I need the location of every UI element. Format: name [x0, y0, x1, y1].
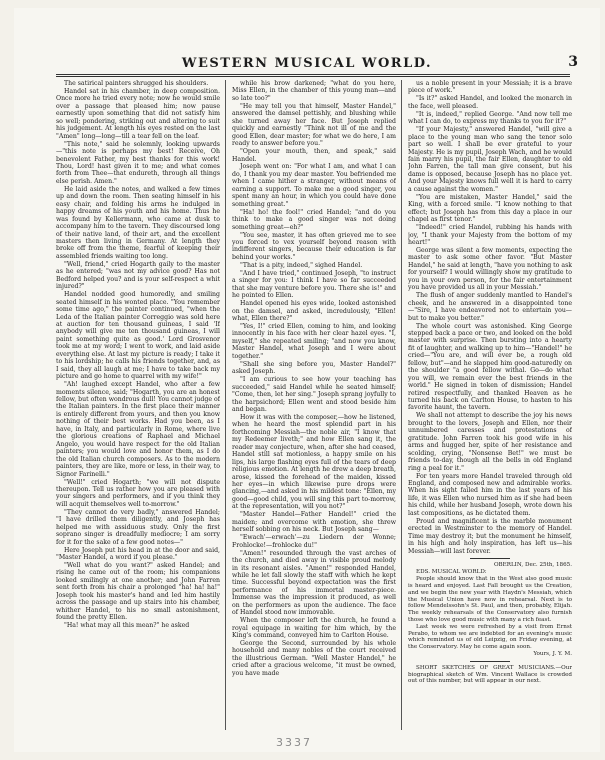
section-divider	[470, 661, 510, 662]
paragraph: "If your Majesty," answered Handel, "will give a place to the young man who sang the tenor solo part so well. I shall be ever grateful to your Majesty. He is my pupil, Joseph Wach, and he would fain marry his pupil, the fair Ellen, daughter to old John Farren, the tall man give consent, but his dame is opposed, because Joseph has no place yet. And your Majesty knows full well it is hard to carry a cause against the women."	[408, 126, 572, 193]
page-title: WESTERN MUSICAL WORLD.	[181, 56, 433, 71]
paragraph: Last week we were refreshed by a visit from Ernst Perabo, to whom we are indebted for an evening's music which reminded us of old Leipzig, on Friday evening, at the Conservatory. May he come again soon.	[408, 623, 572, 650]
paragraph: "That is a pity, indeed," sighed Handel.	[240, 261, 363, 269]
letter-body	[408, 576, 572, 650]
paragraph: "They cannot do very badly," answered Handel; "I have drilled them diligently, and Joseph has helped me with assiduous study. Only the first soprano singer is dreadfully mediocre; I am sorry for it for the sake of a few good notes—"	[56, 508, 220, 546]
paragraph: "Ewach'—erwach'—zu Liedern der Wonne; Frohlocke!—frohlocke du!"	[232, 534, 396, 549]
dateline: OBERLIN, Dec. 25th, 1865.	[493, 562, 572, 569]
paragraph: Handel opened his eyes wide, looked astonished on the damsel, and asked, incredulously, "Ellen! what, Ellen there?"	[232, 300, 396, 323]
paragraph: "Shall she sing before you, Master Handel?" asked Joseph.	[232, 360, 396, 376]
paragraph: For ten years more Handel traveled through old England, and composed new and admirable works. When his sight failed him in the last years of his life, it was Ellen who nursed him as if she had been his child, while her husband Joseph, wrote down his last compositions, as he dictated them.	[408, 472, 572, 517]
page-header	[14, 8, 600, 71]
column-2	[232, 80, 396, 736]
paragraph: "You are mistaken, Master Handel," said the King, with a forced smile. "I know nothing to that effect; but Joseph has from this day a place in our chapel as first tenor."	[408, 193, 572, 224]
letter-signoff: Yours, J. Y. M.	[533, 651, 572, 658]
paragraph: "I am curious to see how your teaching has succeeded," said Handel while he seated himself; "Come, then, let her sing." Joseph sprang joyfully to the harpsichord; Ellen went and stood beside him and began.	[232, 376, 396, 413]
header-rule	[56, 74, 570, 75]
paragraph: "Is it?" asked Handel, and looked the monarch in the face, well pleased.	[408, 95, 572, 110]
story-conclusion	[408, 80, 572, 555]
paragraph: "Well!" cried Hogarth; "we will not dispute thereupon. Tell us rather how you are pleased with your singers and performers, and if you think they will acquit themselves well to-morrow."	[56, 478, 220, 508]
document-page	[14, 8, 600, 752]
paragraph: us a noble present in your Messiah; it is a brave piece of work."	[408, 80, 572, 95]
column-3	[408, 80, 572, 736]
column-divider	[401, 80, 402, 730]
section-divider	[470, 558, 510, 559]
footer-stamp: 3337	[276, 736, 312, 749]
paragraph: When the composer left the church, he found a royal equipage in waiting for him which, by the King's command, conveyed him to Carlton House.	[232, 617, 396, 640]
paragraph: The satirical painters shrugged his shoulders.	[64, 80, 209, 87]
paragraph: Joseph went on: "For what I am, and what I can do, I thank you my dear master. You befriended me when I came hither a stranger, without means of earning a support. To make me a good singer, you spent many an hour, in which you could have done something great."	[232, 163, 396, 208]
paragraph: "Master Handel—Father Handel!" cried the maiden; and overcome with emotion, she threw herself sobbing on his neck. But Joseph sang—	[232, 511, 396, 534]
paragraph: The flush of anger suddenly mantled to Handel's cheek, and he answered in a disappointed tone—"Sire, I have endeavored not to entertain you—but to make you better."	[408, 292, 572, 322]
paragraph: George the Second, surrounded by his whole household and many nobles of the court received the illustrious German. "Well Master Handel," he cried after a gracious welcome, "it must be owned, you have made	[232, 640, 396, 677]
paragraph: The whole court was astonished. King George stepped back a pace or two, and looked on the bold master with surprise. Then bursting into a hearty fit of laughter, and walking up to him—"Handel!" he cried—"You are, and will ever be, a rough old fellow, but"—and he slapped him good-naturedly on the shoulder "a good fellow withal. Go—do what you will, we remain ever the best friends in the world." He signed in token of dismission; Handel retired respectfully, and thanked Heaven as he turned his back on Carlton House, to hasten to his favorite haunt, the tavern.	[408, 322, 572, 412]
paragraph: "And I have tried," continued Joseph, "to instruct a singer for you: I think I have so far succeeded that she may venture before you. There she is!" and he pointed to Ellen.	[232, 269, 396, 300]
paragraph: People should know that in the West also good music is heard and enjoyed. Last Fall brought us the Creation, and we begin the new year with Haydn's Messiah, which the Musical Union have now in rehearsal. Next is to follow Mendelssohn's St. Paul, and then, probably, Elijah. The weekly rehearsals of the Conservatory also furnish those who love good music with many a rich feast.	[408, 576, 572, 623]
paragraph: "Open your mouth, then, and speak," said Handel.	[232, 148, 396, 163]
page-number: 3	[568, 54, 578, 70]
paragraph: "He may tell you that himself, Master Handel," answered the damsel pettishly, and blushing while she turned away her face. But Joseph replied quickly and earnestly "Think not ill of me and the good Ellen, dear master; for what we do here, I am ready to answer before you."	[232, 102, 396, 148]
paragraph: "It is, indeed," replied George. "And now tell me what I can do, to express my thanks to you for it?"	[408, 110, 572, 126]
paragraph: George was silent a few moments, expecting the master to ask some other favor. "But Master Handel," he said at length, "have you nothing to ask for yourself? I would willingly show my gratitude to you in your own person, for the fair entertainment you have provided us all in your Messiah."	[408, 246, 572, 292]
paragraph: Handel sat in his chamber, in deep composition. Once more he tried every note; now he would smile over a passage that pleased him; now pause earnestly upon something that did not satisfy him so well; pondering, striking out and altering to suit his judgement. At length his eyes rested on the last "Amen" long—long—till a tear fell on the leaf.	[56, 87, 220, 140]
paragraph: He laid aside the notes, and walked a few times up and down the room. Then seating himself in his easy chair, and folding his arms he indulged in happy dreams of his youth and his home. Thus he was found by Kellermann, who came at dusk to accompany him to the tavern. They discoursed long of their native land, of their art, and the excellent masters then living in Germany. At length they broke off from the theme, fearful of keeping their assembled friends waiting too long.	[56, 185, 220, 260]
letter-heading: EDS. MUSICAL WORLD:	[416, 569, 487, 576]
paragraph: "Well what do you want?" asked Handel; and rising he came out of the room; his companions looked smilingly at one another; and John Farren sent forth from his chair a prolonged "ha! ha! ha!" Joseph took his master's hand and led him hastily across the passage and up stairs into his chamber, whither Handel, to his no small astonishment, found the pretty Ellen.	[56, 562, 220, 622]
header-rule-double	[56, 76, 570, 77]
paragraph: "Well, friend," cried Hogarth gaily to the master as he entered; "was not my advice good? Has not Bedford helped you? and is your self-respect a whit injured?"	[56, 260, 220, 291]
paragraph: "Amen!" resounded through the vast arches of the church, and died away in visible proud melody in its resonant aisles. "Amen!" responded Handel, while he let fall slowly the staff with which he kept time. Successful beyond expectation was the first performance of his immortal master-piece. Immense was the impression it produced, as well on the performers as upon the audience. The face of Handel stood now immovable.	[232, 549, 396, 617]
paragraph: "Ah! laughed except Handel, who after a few moments silence, said; "Hogarth, you are an honest fellow, but often wondrous dull! You cannot judge of the Italian painters. In the first place their manner is entirely different from yours, and then you know nothing of their best works. Had you been, as I have, in Italy, and particularly in Rome, where live the glorious creations of Raphael and Michael Angelo, you would have respect for the old Italian painters; you would love and honor them, as I do the old Italian church composers. As to the modern painters, they are like, more or less, in their way, to Signor Farinelli."	[56, 381, 220, 478]
column-1	[56, 80, 220, 736]
paragraph: Here Joseph put his head in at the door and said, "Master Handel, a word if you please."	[56, 546, 220, 562]
paragraph: "You see, master, it has often grieved me to see you forced to vex yourself beyond reason with indifferent singers, because their education is far behind your works."	[232, 231, 396, 261]
paragraph: "This note," said he solemnly, looking upwards—"this note is perhaps my best! Receive, Oh benevolent Father, my best thanks for this work! Thou, Lord! hast given it to me; and what comes forth from Thee—that endureth, through all things else perish. Amen."	[56, 140, 220, 185]
paragraph: Handel nodded good humoredly, and smiling seated himself in his wonted place. "You remember some time ago," the painter continued, "when the Leda of the Italian painter Correggio was sold here at auction for ten thousand guineas, I said 'If anybody will give me ten thousand guineas, I will paint something quite as good.' Lord Grosvenor took me at my word; I went to work, and laid aside everything else. At last my picture is ready; I take it to his lordship; he calls his friends together, and, as I said, they all laugh at me; I have to take back my picture and go home to quarrel with my wife!"	[56, 291, 220, 381]
column-divider	[225, 80, 226, 730]
paragraph: Proud and magnificent is the marble monument erected in Westminster to the memory of Handel. Time may destroy it; but the monument he himself, in his high and holy inspiration, has left us—his Messiah—will last forever.	[408, 517, 572, 555]
paragraph: "Indeed!" cried Handel, rubbing his hands with joy, "I thank your Majesty from the bottom of my heart!"	[408, 224, 572, 247]
paragraph: "Yes, I!" cried Ellen, coming to him, and looking innocently in his face with her clear hazel eyes. "I, myself," she repeated smiling; "and now you know, Master Handel, what Joseph and I were about together."	[232, 323, 396, 360]
paragraph: "Ha! what may all this mean?" he asked	[64, 622, 190, 630]
paragraph: "Ha! ho! the fool!" cried Handel; "and do you think to make a good singer was not doing something great—eh?"	[232, 208, 396, 231]
paragraph: while his brow darkened; "what do you here, Miss Ellen, in the chamber of this young man—and so late too?"	[232, 80, 396, 102]
paragraph: How it was with the composer,—how he listened, when he heard the most splendid part in his forthcoming Messiah—the noble air, "I know that my Redeemer liveth;" and how Ellen sang it, the reader may conjecture, when, after she had ceased, Handel still sat motionless, a happy smile on his lips, his large flashing eyes full of the tears of deep religious emotion. At length he drew a deep breath, arose, kissed the forehead of the maiden, kissed her eyes—in which likewise pure drops were glancing,—and asked in his mildest tone: "Ellen, my good—good child, you will sing this part to-morrow, at the representation, will you not?"	[232, 413, 396, 511]
paragraph: We shall not attempt to describe the joy his news brought to the lovers, Joseph and Ellen, nor their unnumbered caresses and protestations of gratitude. John Farren took his good wife in his arms and hugged her, spite of her resistance and scolding, crying, "Nonsense Bet!" we must be friends to-day, though all the bells in old England ring a peal for it."	[408, 412, 572, 472]
notice: SHORT SKETCHES OF GREAT MUSICIANS.—Our biographical sketch of Wm. Vincent Wallace is crowded out of this number, but will appear in our next.	[408, 664, 572, 685]
